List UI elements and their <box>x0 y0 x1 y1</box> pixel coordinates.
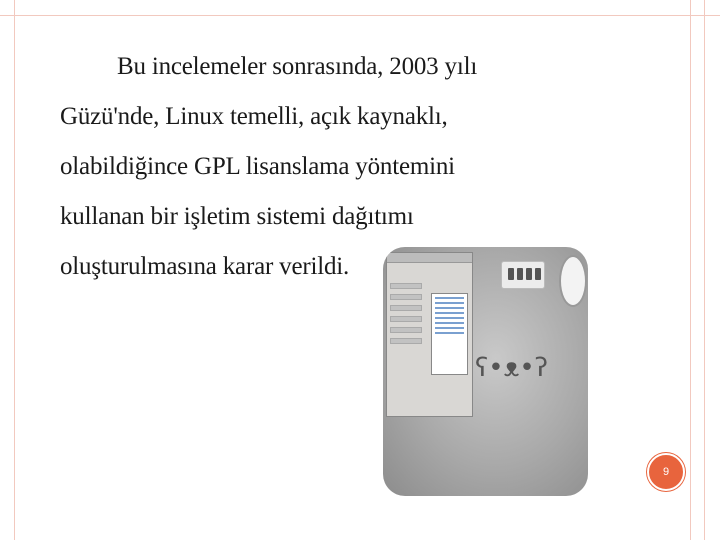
paragraph-line: olabildiğince GPL lisanslama yöntemini <box>60 153 455 180</box>
clock-widget <box>559 255 587 307</box>
paragraph-line: Bu incelemeler sonrasında, 2003 yılı <box>117 53 478 80</box>
installer-window <box>386 252 473 417</box>
slide-border-top <box>0 15 720 16</box>
bear-mascot-icon: ʕ•ᴥ•ʔ <box>475 353 548 383</box>
window-package-list <box>431 293 468 375</box>
window-titlebar <box>387 253 472 263</box>
window-form-fields <box>390 283 422 363</box>
desktop-dock-widget <box>501 261 545 289</box>
slide-border-left <box>14 0 15 540</box>
page-number-badge: 9 <box>647 453 685 491</box>
paragraph-line: kullanan bir işletim sistemi dağıtımı <box>60 203 414 230</box>
slide-border-right-outer <box>704 0 705 540</box>
paragraph-line: Güzü'nde, Linux temelli, açık kaynaklı, <box>60 103 448 130</box>
paragraph-line: oluşturulmasına karar verildi. <box>60 253 350 280</box>
slide-border-right-inner <box>690 0 691 540</box>
desktop-screenshot-image <box>383 247 588 496</box>
